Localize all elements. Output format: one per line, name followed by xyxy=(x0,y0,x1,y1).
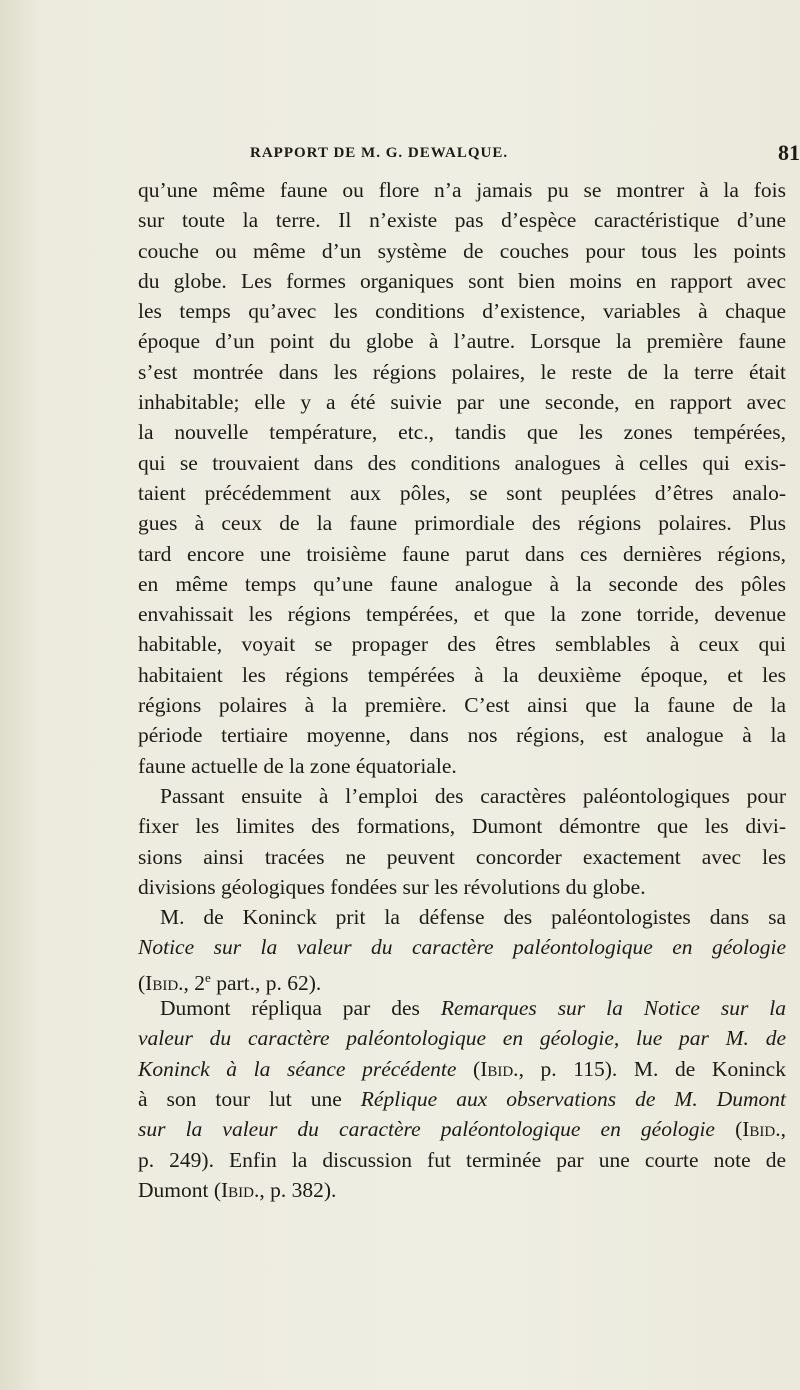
text-line: qui se trouvaient dans des conditions analogues à celles qui exis- xyxy=(138,450,786,475)
page-number: 81 xyxy=(778,140,800,165)
paragraph-1 xyxy=(138,175,786,781)
text-line: sur toute la terre. Il n’existe pas d’espèce caractéristique d’une xyxy=(138,208,786,233)
text-line: du globe. Les formes organiques sont bien moins en rapport avec xyxy=(138,268,786,293)
text-line: habitaient les régions tempérées à la deuxième époque, et les xyxy=(138,662,786,687)
text-line: fixer les limites des formations, Dumont démontre que les divi- xyxy=(138,814,786,839)
text-line: Koninck à la séance précédente (Ibid., p. 115). M. de Koninck xyxy=(138,1056,786,1081)
paragraph-2 xyxy=(138,781,786,902)
text-line: valeur du caractère paléontologique en géologie, lue par M. de xyxy=(138,1026,786,1051)
text-line: M. de Koninck prit la défense des paléontologistes dans sa xyxy=(160,905,786,930)
text-line: (Ibid., 2e part., p. 62). xyxy=(138,969,322,995)
text-line: la nouvelle température, etc., tandis que les zones tempérées, xyxy=(138,420,786,445)
text-line: sions ainsi tracées ne peuvent concorder exactement avec les xyxy=(138,844,786,869)
text-line: faune actuelle de la zone équatoriale. xyxy=(138,753,457,778)
text-line: qu’une même faune ou flore n’a jamais pu se montrer à la fois xyxy=(138,178,786,202)
text-line: divisions géologiques fondées sur les révolutions du globe. xyxy=(138,874,646,899)
text-line: à son tour lut une Réplique aux observations de M. Dumont xyxy=(138,1086,786,1111)
text-line: Passant ensuite à l’emploi des caractères paléontologiques pour xyxy=(160,783,786,808)
text-line: Dumont répliqua par des Remarques sur la Notice sur la xyxy=(160,996,787,1021)
text-line: régions polaires à la première. C’est ainsi que la faune de la xyxy=(138,693,786,718)
text-line: habitable, voyait se propager des êtres semblables à ceux qui xyxy=(138,632,786,657)
text-line: inhabitable; elle y a été suivie par une seconde, en rapport avec xyxy=(138,390,786,415)
text-line: Notice sur la valeur du caractère paléontologique en géologie xyxy=(138,935,786,960)
text-line: p. 249). Enfin la discussion fut terminée par une courte note de xyxy=(138,1147,786,1172)
running-title: RAPPORT DE M. G. DEWALQUE. xyxy=(250,145,509,161)
text-line: en même temps qu’une faune analogue à la seconde des pôles xyxy=(138,571,786,596)
text-line: sur la valeur du caractère paléontologique en géologie (Ibid., xyxy=(138,1117,786,1142)
text-line: couche ou même d’un système de couches pour tous les points xyxy=(138,238,786,263)
text-line: envahissait les régions tempérées, et que la zone torride, devenue xyxy=(138,602,786,627)
text-line: tard encore une troisième faune parut dans ces dernières régions, xyxy=(138,541,786,566)
text-line: les temps qu’avec les conditions d’existence, variables à chaque xyxy=(138,299,786,324)
text-line: Dumont (Ibid., p. 382). xyxy=(138,1177,337,1202)
text-line: taient précédemment aux pôles, se sont peuplées d’êtres analo- xyxy=(138,480,786,505)
body-text xyxy=(138,175,786,1205)
text-line: période tertiaire moyenne, dans nos régions, est analogue à la xyxy=(138,723,786,748)
text-line: gues à ceux de la faune primordiale des régions polaires. Plus xyxy=(138,511,786,536)
text-line: s’est montrée dans les régions polaires, le reste de la terre était xyxy=(138,359,786,384)
paragraph-4 xyxy=(138,993,786,1205)
text-line: époque d’un point du globe à l’autre. Lorsque la première faune xyxy=(138,329,786,354)
paragraph-3 xyxy=(138,902,786,993)
